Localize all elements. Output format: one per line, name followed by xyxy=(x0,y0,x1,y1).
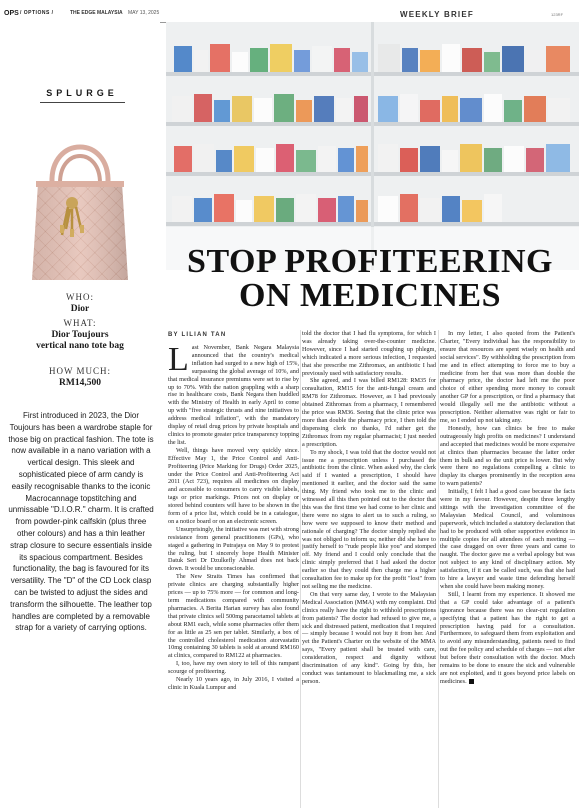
paragraph: To my shock, I was told that the doctor would not issue me a prescription unless I purchased the antibiotic from the clinic. When asked why, the clerk said if I wanted a prescription, I should have mentioned it earlier, and the doctor said the same thing. My friend who took me to the clinic and witnessed all this then pointed out to the doctor that this was the first time we had come to her clinic and there were no signs to alert us to such a ruling, so how were we supposed to know their method and rationale of charging? The doctor simply replied she was not obliged to inform us; neither did she have to justify herself to "rude people like you" and stomped off. My friend and I could only conclude that the clinic simply preferred that I had asked the doctor earlier so that they could then charge me a higher consultation fee to make up for the profit "lost" from not selling me the medicine. xyxy=(302,448,436,590)
product-description: First introduced in 2023, the Dior Toujours has been a wardrobe staple for those big on practical fashion. The tote is now available in a nano variation with a vertical design. This sleek and sophisticated piece of arm candy is easily recognisable thanks to the iconic Macrocannage topstitching and unmissable "D.I.O.R." charm. It is crafted from powder-pink calfskin (plus three other colours) and has a thin leather strap closure to secure essentials inside its spacious compartment. Besides functionality, the bag is favoured for its versatility. The "D" of the CD Lock clasp can be twisted to adjust the sides and transform the silhouette. The leather top handles are completed by a removable strap for a variety of carrying options. xyxy=(8,411,154,633)
end-mark xyxy=(469,679,474,684)
who-value: Dior xyxy=(70,304,90,314)
paragraph: Honestly, how can clinics be free to make outrageously high profits on medicines? I understand and accepted that medicines would be more expensive at clinics than pharmacies because the latter order them in bulk and so the unit price is lower. But why were there no regulations compelling a clinic to display its charges prominently in the reception area to warn patients? xyxy=(440,424,575,488)
article-headline xyxy=(160,245,580,313)
how-much-label: HOW MUCH: xyxy=(48,366,112,376)
section-title: WEEKLY BRIEF xyxy=(400,10,474,19)
paragraph: The New Straits Times has confirmed that private clinics are charging substantially higher prices — up to 75% more — for common and long-term medications compared with community pharmacies. A Berita Harian survey has also found that private clinics sell 500mg paracetamol tablets at about RM1 each, while some pharmacies offer them for as little as 25 sen per tablet. Similarly, a box of the controlled cholesterol medication atorvastatin 10mg containing 30 tablets is sold at around RM160 at clinics, compared to RM122 at pharmacies. xyxy=(168,573,299,660)
paragraph xyxy=(440,591,575,686)
paragraph: Initially, I felt I had a good case because the facts were in my favour. However, despite three lengthy sittings with the investigation committee of the Malaysian Medical Council, and voluminous paperwork, which included a statutory declaration that had to be produced with other supportive evidence in multiple copies for all attendees of each meeting — the case dragged on over three years and came to naught. The doctor gave me a verbal apology but was not subject to any kind of disciplinary action. My satisfaction, if it can be called such, was that she had to hire a lawyer and waste time defending herself when she could have been making money. xyxy=(440,488,575,590)
bag-image xyxy=(10,125,150,285)
splurge-kicker: SPLURGE xyxy=(46,88,118,98)
paragraph: Nearly 10 years ago, in July 2016, I visited a clinic in Kuala Lumpur and xyxy=(168,676,299,691)
paragraph: Well, things have moved very quickly since. Effective May 1, the Price Control and Anti-Profiteering (Price Marking for Drugs) Order 2025, under the Price Control and Anti-Profiteering Act 2011 (Act 723), requires all medicines on display and accessible to consumers to carry visible labels, tags or price markings. Prices not on display or stored behind counters will have to be shown in the form of a price list, which could be in a catalogue, on a notice board or on an electronic screen. xyxy=(168,446,299,525)
photo-credit: 123RF xyxy=(551,12,564,17)
paragraph: She agreed, and I was billed RM128: RM35 for consultation, RM15 for the anti-fungal cream and RM78 for Zithromax. However, as I had previously obtained Zithromax from a pharmacy, I remembered the price was RM36. Seeing that the clinic price was more than double the pharmacy price, I then told the dispensing clerk no thanks, I'd rather get the Zithromax from my regular pharmacist; I just needed a prescription. xyxy=(302,377,436,448)
article-column-1 xyxy=(168,344,299,804)
kicker-rule xyxy=(40,102,125,103)
page-number: OPS xyxy=(4,10,19,17)
column-rule xyxy=(438,330,439,808)
section-label: / OPTIONS / xyxy=(20,10,54,16)
column-rule xyxy=(300,330,301,808)
paragraph-text: ast November, Bank Negara Malaysia announced that the country's medical inflation had surged to a new high of 15%, surpassing the global average of 10%, and that medical insurance premiums were set to rise by up to 70%. With the nation grappling with a sharp rise in healthcare costs, Bank Negara then huddled with the Ministry of Health in early April to come up with "five strategic thrusts and nine initiatives to address medical inflation", with the mandatory display of retail drug prices by private hospitals and clinics to promote greater price transparency topping the list. xyxy=(168,344,299,446)
drop-cap: L xyxy=(168,344,189,378)
paragraph: told the doctor that I had flu symptoms, for which I was already taking over-the-counter medicine. However, since I had started coughing up phlegm, which indicated a more serious infection, I requested that she prescribe me Zithromax, an antibiotic I had previously used with satisfactory results. xyxy=(302,330,436,377)
paragraph xyxy=(168,344,299,447)
headline-line-2: ON MEDICINES xyxy=(239,277,501,314)
what-label: WHAT: xyxy=(63,318,97,328)
paragraph-text: Still, I learnt from my experience. It showed me that a GP could take advantage of a patient's ignorance because there was no clear-cut regulation specifying that a patient has the right to get a prescription having paid for a consultation. Furthermore, to safeguard them from exploitation and to avoid any misunderstanding, patients need to find out the fee policy and schedule of charges — not after but before their consultation with the doctor. Much remains to be done to ensure the sick and vulnerable are not exploited, and it goes beyond price labels on medicines. xyxy=(440,590,575,685)
top-bar xyxy=(0,0,580,22)
hero-image xyxy=(166,22,579,270)
paragraph: I, too, have my own story to tell of this rampant scourge of profiteering. xyxy=(168,660,299,676)
article-column-3 xyxy=(440,330,575,808)
how-much-value: RM14,500 xyxy=(59,378,101,388)
who-label: WHO: xyxy=(66,292,94,302)
article-column-2 xyxy=(302,330,436,808)
headline-line-1: STOP PROFITEERING xyxy=(187,243,553,280)
what-value: Dior Toujours vertical nano tote bag xyxy=(36,330,124,351)
byline: BY LILIAN TAN xyxy=(168,332,227,338)
paragraph: On that very same day, I wrote to the Malaysian Medical Association (MMA) with my complaint. Did clinics really have the right to withhold prescriptions from patients? The doctor had refused to give me, a sick and distressed patient, medication that I required — simply because I would not buy it from her. And yet the Patient's Charter on the website of the MMA says, "Every patient shall be treated with care, consideration, respect and dignity without discrimination of any kind". Going by this, her conduct was tantamount to blackmailing me, a sick person. xyxy=(302,590,436,685)
paragraph: In my letter, I also quoted from the Patient's Charter, "Every individual has the responsibility to ensure that resources are spent wisely on health and social services". By withholding the prescription from me and in effect attempting to force me to buy a medicine from her that was more than double the pharmacy price, the doctor had left me the poor choice of either spending more money to consult another GP for a prescription, or find a pharmacy that would illegally sell me the antibiotic without a prescription. Neither alternative was right or fair to me, so I ended up not taking any. xyxy=(440,330,575,424)
publication-name: THE EDGE MALAYSIA xyxy=(70,10,123,16)
publication-date: MAY 13, 2025 xyxy=(128,10,160,16)
paragraph: Unsurprisingly, the initiative was met with strong resistance from general practitioners (GPs), who staged a gathering in Putrajaya on May 9 to protest the ruling, but I sincerely hope Health Minister Datuk Seri Dr Dzulkefly Ahmad does not back down. It would be unconscionable. xyxy=(168,525,299,573)
